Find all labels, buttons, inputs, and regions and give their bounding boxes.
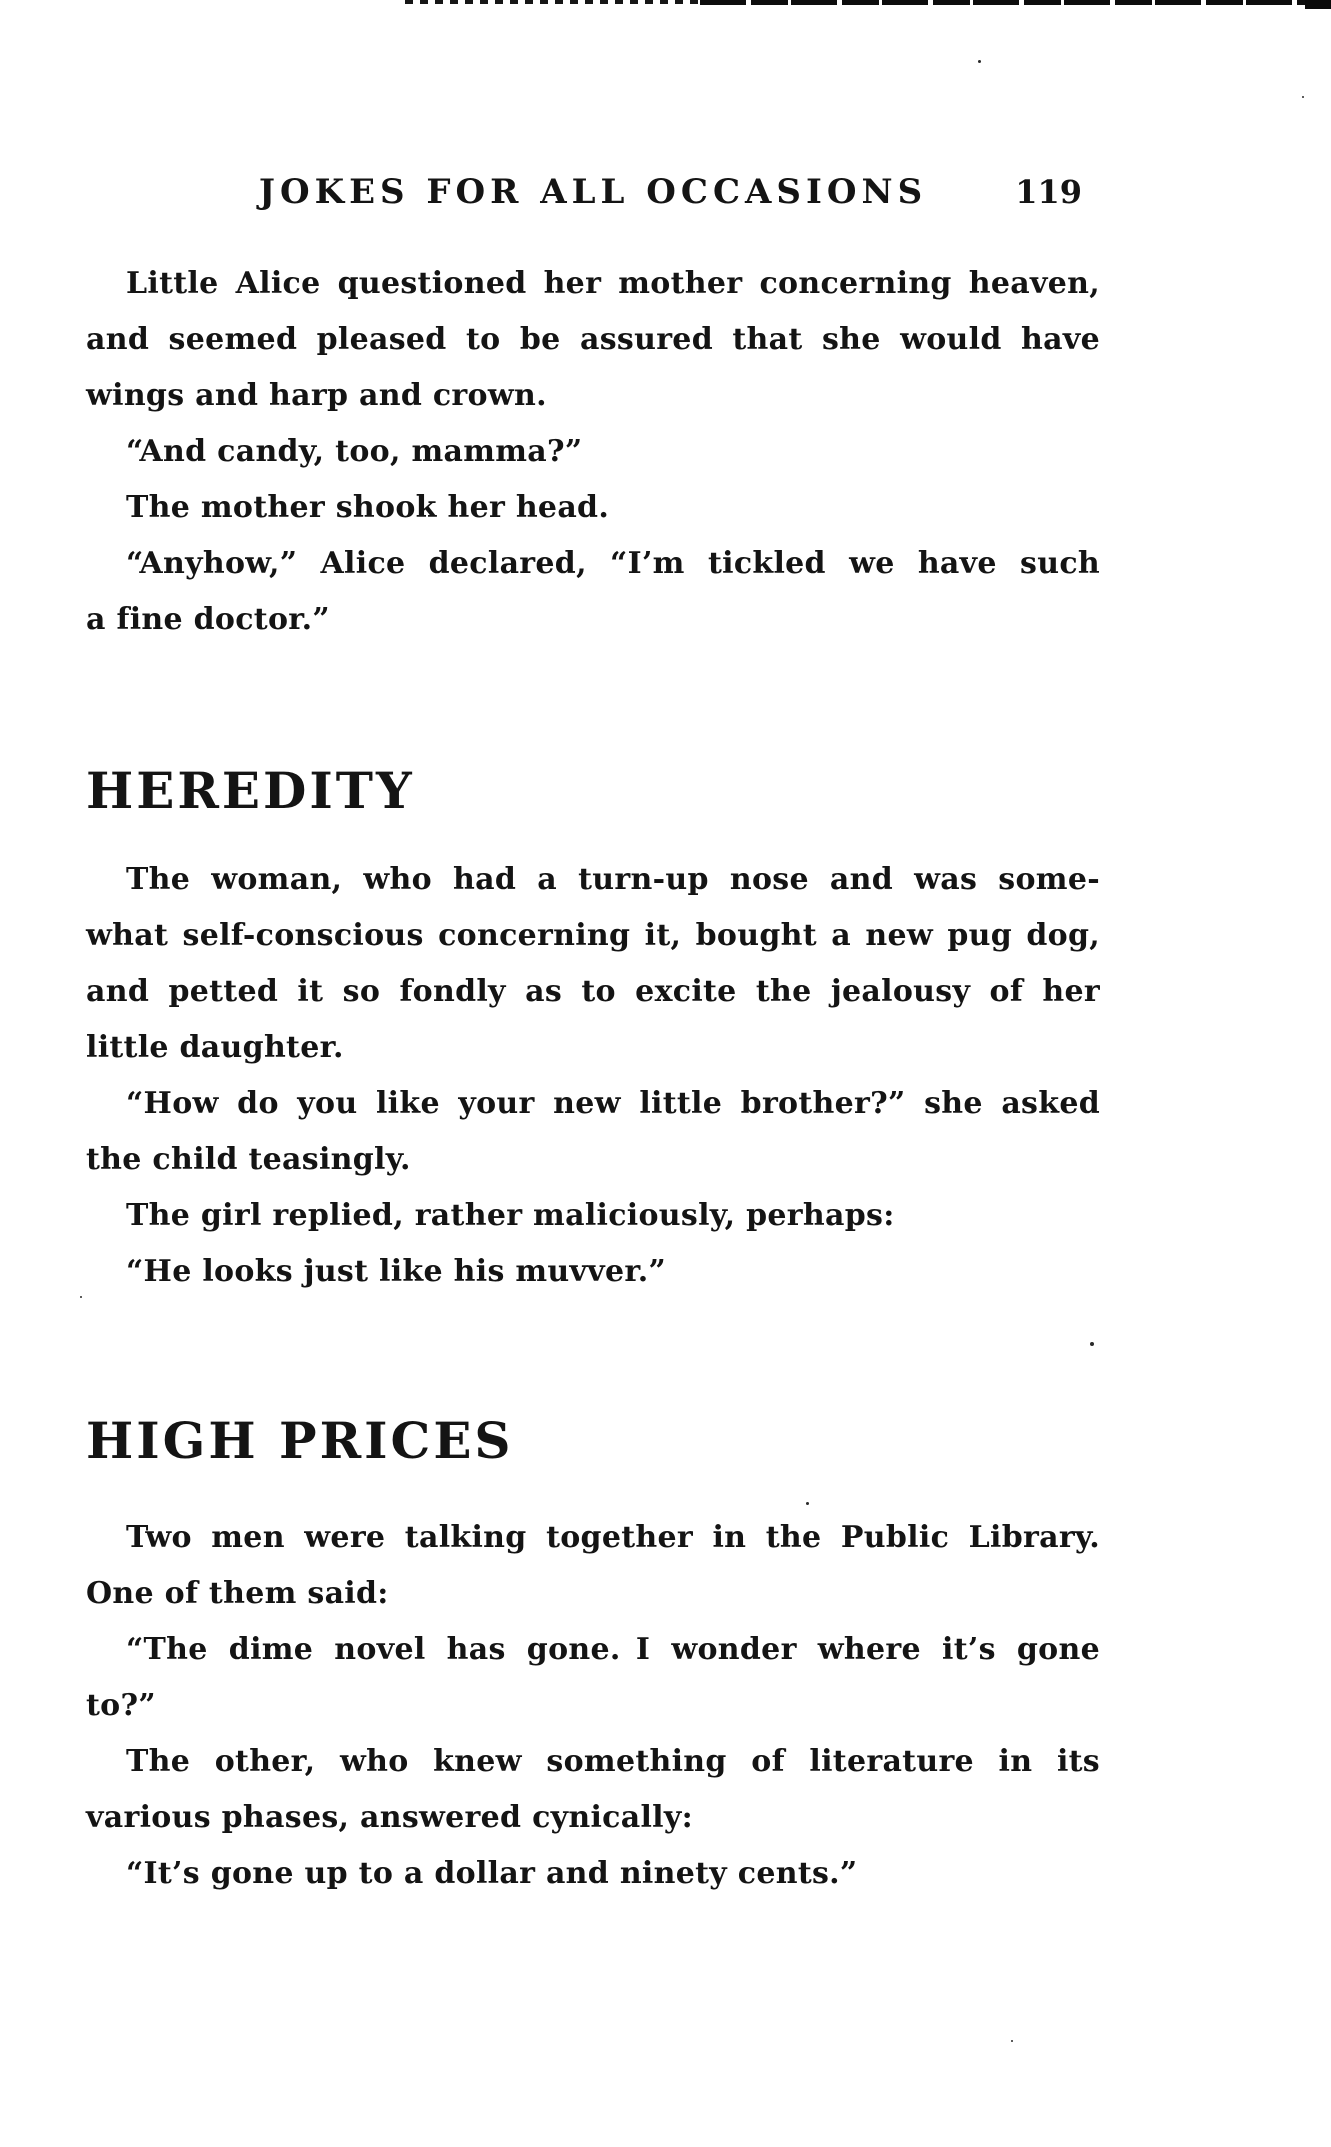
text-line: “It’s gone up to a dollar and ninety cents.”	[126, 1856, 858, 1891]
text-line: Two men were talking together in the Public Library.	[126, 1520, 1100, 1555]
text-line: “The dime novel has gone. I wonder where it’s gone	[126, 1632, 1100, 1667]
scan-speck	[1011, 2040, 1013, 2042]
scan-speck	[978, 60, 981, 63]
text-line: “Anyhow,” Alice declared, “I’m tickled we have such	[126, 546, 1100, 581]
paragraph-anyhow-quote	[86, 536, 1100, 648]
paragraph-new-brother-quote	[86, 1076, 1100, 1188]
paragraph-woman-pug-dog	[86, 852, 1100, 1076]
text-line: and seemed pleased to be assured that she would have	[86, 322, 1100, 357]
scan-speck	[80, 1296, 82, 1298]
text-line: The girl replied, rather maliciously, perhaps:	[126, 1198, 895, 1233]
text-line: “He looks just like his muvver.”	[126, 1254, 667, 1289]
page-body	[86, 256, 1100, 1902]
text-line: One of them said:	[86, 1576, 389, 1611]
text-line: “How do you like your new little brother?” she asked	[126, 1086, 1100, 1121]
text-line: the child teasingly.	[86, 1142, 411, 1177]
text-line: “And candy, too, mamma?”	[126, 434, 583, 469]
scan-artifact-solid-edge	[700, 0, 1331, 5]
text-line: and petted it so fondly as to excite the jealousy of her	[86, 974, 1100, 1009]
scan-artifact-dashed-edge	[405, 0, 705, 4]
text-line: The other, who knew something of literature in its	[126, 1744, 1100, 1779]
text-line: little daughter.	[86, 1030, 344, 1065]
paragraph-dime-novel-quote	[86, 1622, 1100, 1734]
paragraph-girl-replied	[86, 1188, 1100, 1244]
text-line: The mother shook her head.	[126, 490, 610, 525]
text-line: Little Alice questioned her mother concerning heaven,	[126, 266, 1100, 301]
text-line: wings and harp and crown.	[86, 378, 547, 413]
paragraph-other-man-literature	[86, 1734, 1100, 1846]
paragraph-two-men-library	[86, 1510, 1100, 1622]
section-heading-high-prices: HIGH PRICES	[86, 1411, 514, 1470]
paragraph-dollar-ninety-quote	[86, 1846, 1100, 1902]
text-line: The woman, who had a turn-up nose and was some-	[126, 862, 1100, 897]
scan-speck	[1302, 96, 1304, 98]
text-line: a fine doctor.”	[86, 602, 330, 637]
running-header	[86, 170, 1100, 214]
scan-artifact-edge-blob	[1305, 0, 1331, 9]
paragraph-alice-heaven	[86, 256, 1100, 424]
paragraph-muvver-quote	[86, 1244, 1100, 1300]
text-line: various phases, answered cynically:	[86, 1800, 693, 1835]
text-line: what self-conscious concerning it, bought a new pug dog,	[86, 918, 1100, 953]
running-head-title: JOKES FOR ALL OCCASIONS	[258, 172, 928, 212]
paragraph-candy-quote	[86, 424, 1100, 480]
paragraph-mother-shook	[86, 480, 1100, 536]
page-number: 119	[1015, 173, 1082, 211]
section-heading-heredity: HEREDITY	[86, 761, 415, 820]
text-line: to?”	[86, 1688, 156, 1723]
